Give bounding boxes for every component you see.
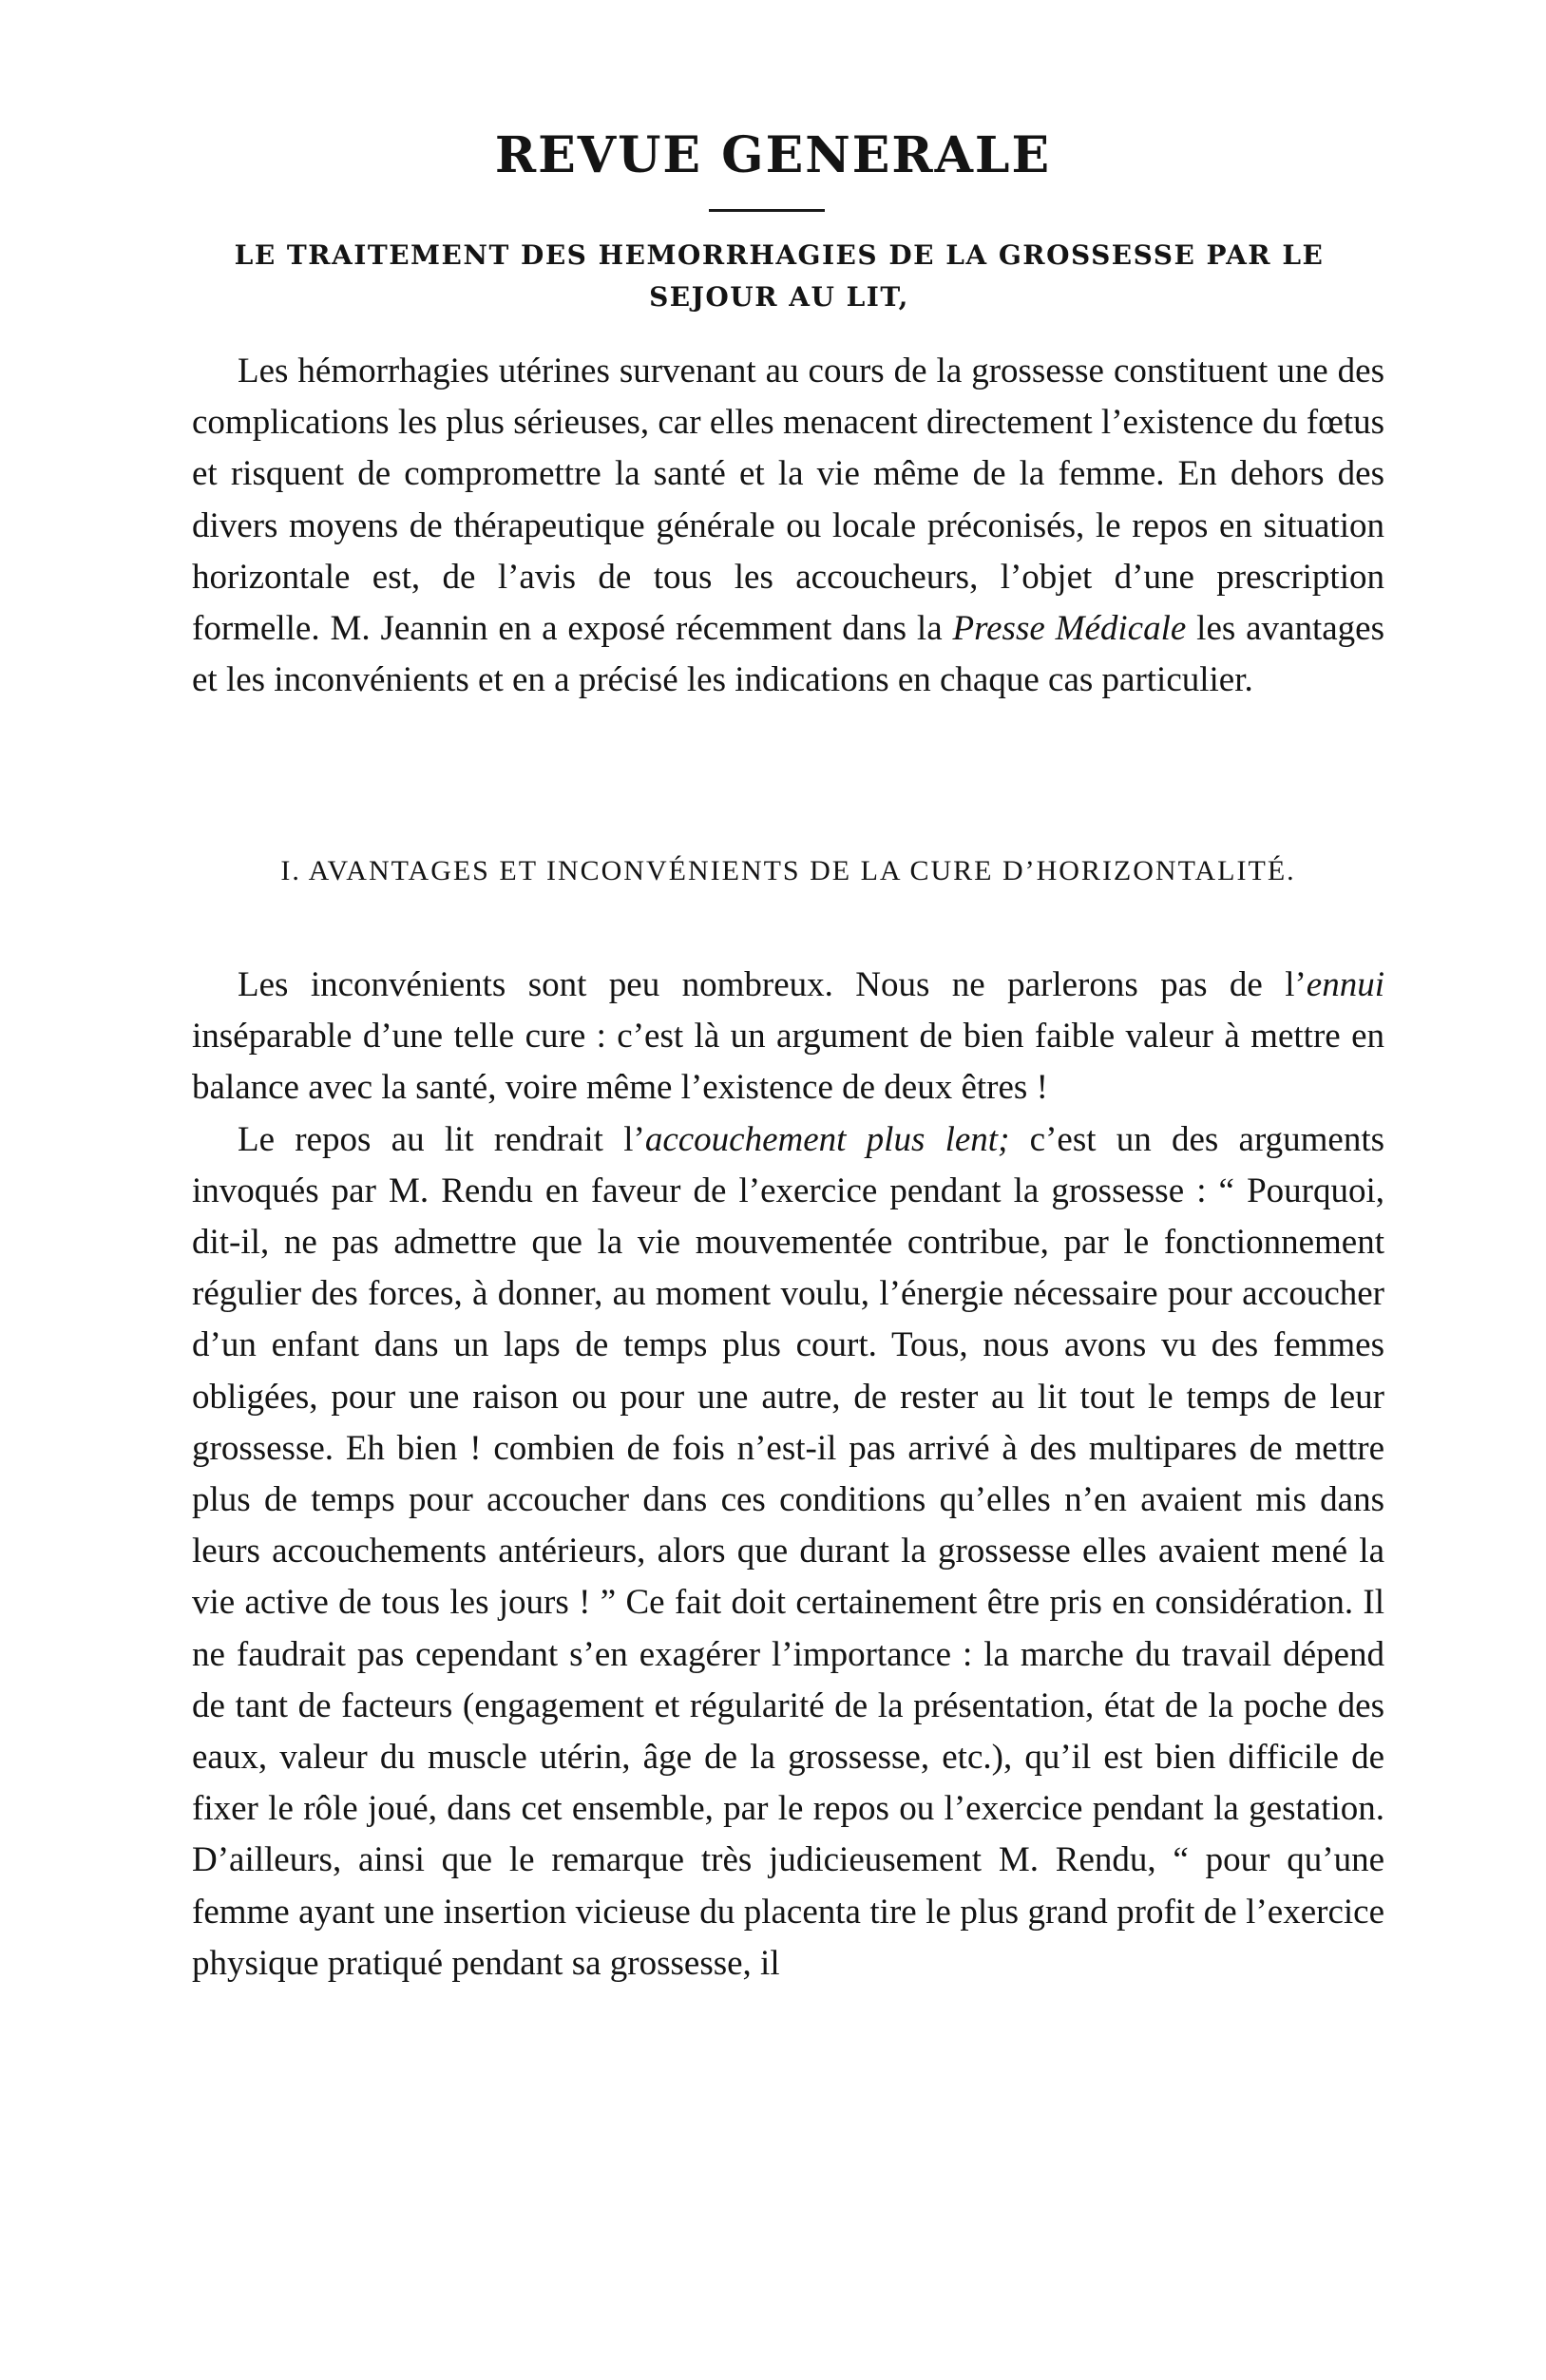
s1p2-text-a: Le repos au lit rendrait l’	[238, 1119, 645, 1159]
title-divider	[709, 209, 825, 212]
section-body	[192, 960, 1384, 1990]
s1p1-italic: ennui	[1306, 965, 1384, 1004]
article-subtitle: LE TRAITEMENT DES HEMORRHAGIES DE LA GROSSESSE PAR LE SEJOUR AU LIT,	[234, 239, 1325, 313]
section-heading: I. AVANTAGES ET INCONVÉNIENTS DE LA CURE D’HORIZONTALITÉ.	[280, 855, 1296, 886]
s1p1-text-b: inséparable d’une telle cure : c’est là un argument de bien faible valeur à mettre en balance avec la santé, voire même l’existence de deux êtres !	[192, 1017, 1384, 1108]
intro-text-b: les avantages et les inconvénients et en a précisé les indications en chaque cas particulier.	[192, 609, 1384, 700]
intro-journal-title: Presse Médicale	[952, 609, 1187, 649]
section-paragraph-2	[192, 1114, 1384, 1990]
s1p2-text-b: c’est un des arguments invoqués par M. Rendu en faveur de l’exercice pendant la grossesse : “ Pourquoi, dit-il, ne pas admettre que la vie mouvementée contribue, par le fonctionnement régulier des forces, à donner, au moment voulu, l’énergie nécessaire pour accoucher d’un enfant dans un laps de temps plus court. Tous, nous avons vu des femmes obligées, pour une raison ou pour une autre, de rester au lit tout le temps de leur grossesse. Eh bien ! combien de fois n’est-il pas arrivé à des multipares de mettre plus de temps pour accoucher dans ces conditions qu’elles n’en avaient mis dans leurs accouchements antérieurs, alors que durant la grossesse elles avaient mené la vie active de tous les jours ! ” Ce fait doit certainement être pris en considération. Il ne faudrait pas cependant s’en exagérer l’importance : la marche du travail dépend de tant de facteurs (engagement et régularité de la présentation, état de la poche des eaux, valeur du muscle utérin, âge de la grossesse, etc.), qu’il est bien difficile de fixer le rôle joué, dans cet ensemble, par le repos ou l’exercice pendant la gestation. D’ailleurs, ainsi que le remarque très judicieusement M. Rendu, “ pour qu’une femme ayant une insertion vicieuse du placenta tire le plus grand profit de l’exercice physique pratiqué pendant sa grossesse, il	[192, 1119, 1385, 1983]
s1p2-italic: accouchement plus lent;	[644, 1119, 1010, 1159]
page-title: REVUE GENERALE	[494, 126, 1052, 184]
section-paragraph-1	[192, 960, 1384, 1114]
intro-body	[192, 346, 1384, 706]
intro-text-a: Les hémorrhagies utérines survenant au cours de la grossesse constituent une des complications les plus sérieuses, car elles menacent directement l’existence du fœtus et risquent de compromettre la santé et la vie même de la femme. En dehors des divers moyens de thérapeutique générale ou locale préconisés, le repos en situation horizontale est, de l’avis de tous les accoucheurs, l’objet d’une prescription formelle. M. Jeannin en a exposé récemment dans la	[192, 352, 1384, 649]
intro-paragraph	[192, 346, 1384, 706]
s1p1-text-a: Les inconvénients sont peu nombreux. Nous ne parlerons pas de l’	[238, 965, 1307, 1004]
